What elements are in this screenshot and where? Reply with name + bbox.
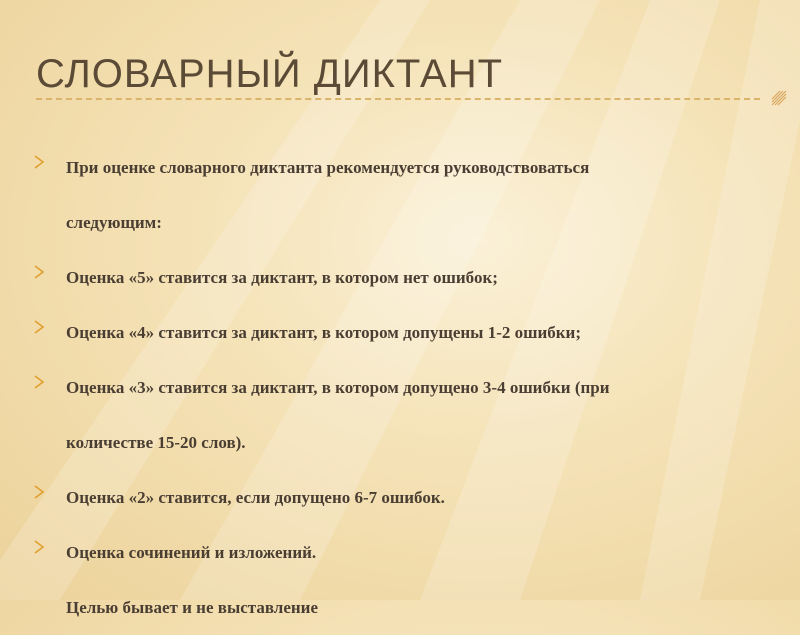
bullet-arrow-icon xyxy=(34,250,45,264)
list-item-text: Оценка «5» ставится за диктант, в котором нет ошибок; xyxy=(66,268,498,287)
list-item xyxy=(34,470,776,525)
list-item-text: Оценка «2» ставится, если допущено 6-7 ошибок. xyxy=(66,488,445,507)
list-item-text: следующим: xyxy=(66,213,162,232)
list-item-text: Оценка сочинений и изложений. xyxy=(66,543,317,562)
list-item xyxy=(34,305,776,360)
list-item xyxy=(34,140,776,250)
list-item-text: Оценка «4» ставится за диктант, в котором допущены 1-2 ошибки; xyxy=(66,323,582,342)
bullet-arrow-icon xyxy=(34,140,45,154)
list-item-text: Целью бывает и не выставление xyxy=(66,598,319,617)
list-item xyxy=(34,360,776,470)
bullet-arrow-icon xyxy=(34,470,45,484)
bullet-arrow-icon xyxy=(34,525,45,539)
divider-ornament-icon xyxy=(768,87,790,109)
bullet-arrow-icon xyxy=(34,305,45,319)
title-divider xyxy=(36,98,760,100)
slide-title: СЛОВАРНЫЙ ДИКТАНТ xyxy=(36,52,504,96)
list-item xyxy=(34,525,776,580)
slide-content xyxy=(34,140,776,635)
list-item-text: При оценке словарного диктанта рекомендуется руководствоваться xyxy=(66,158,590,177)
bullet-arrow-icon xyxy=(34,360,45,374)
list-item-text: количестве 15-20 слов). xyxy=(66,433,246,452)
list-item xyxy=(34,580,776,635)
list-item xyxy=(34,250,776,305)
list-item-text: Оценка «3» ставится за диктант, в котором допущено 3-4 ошибки (при xyxy=(66,378,610,397)
